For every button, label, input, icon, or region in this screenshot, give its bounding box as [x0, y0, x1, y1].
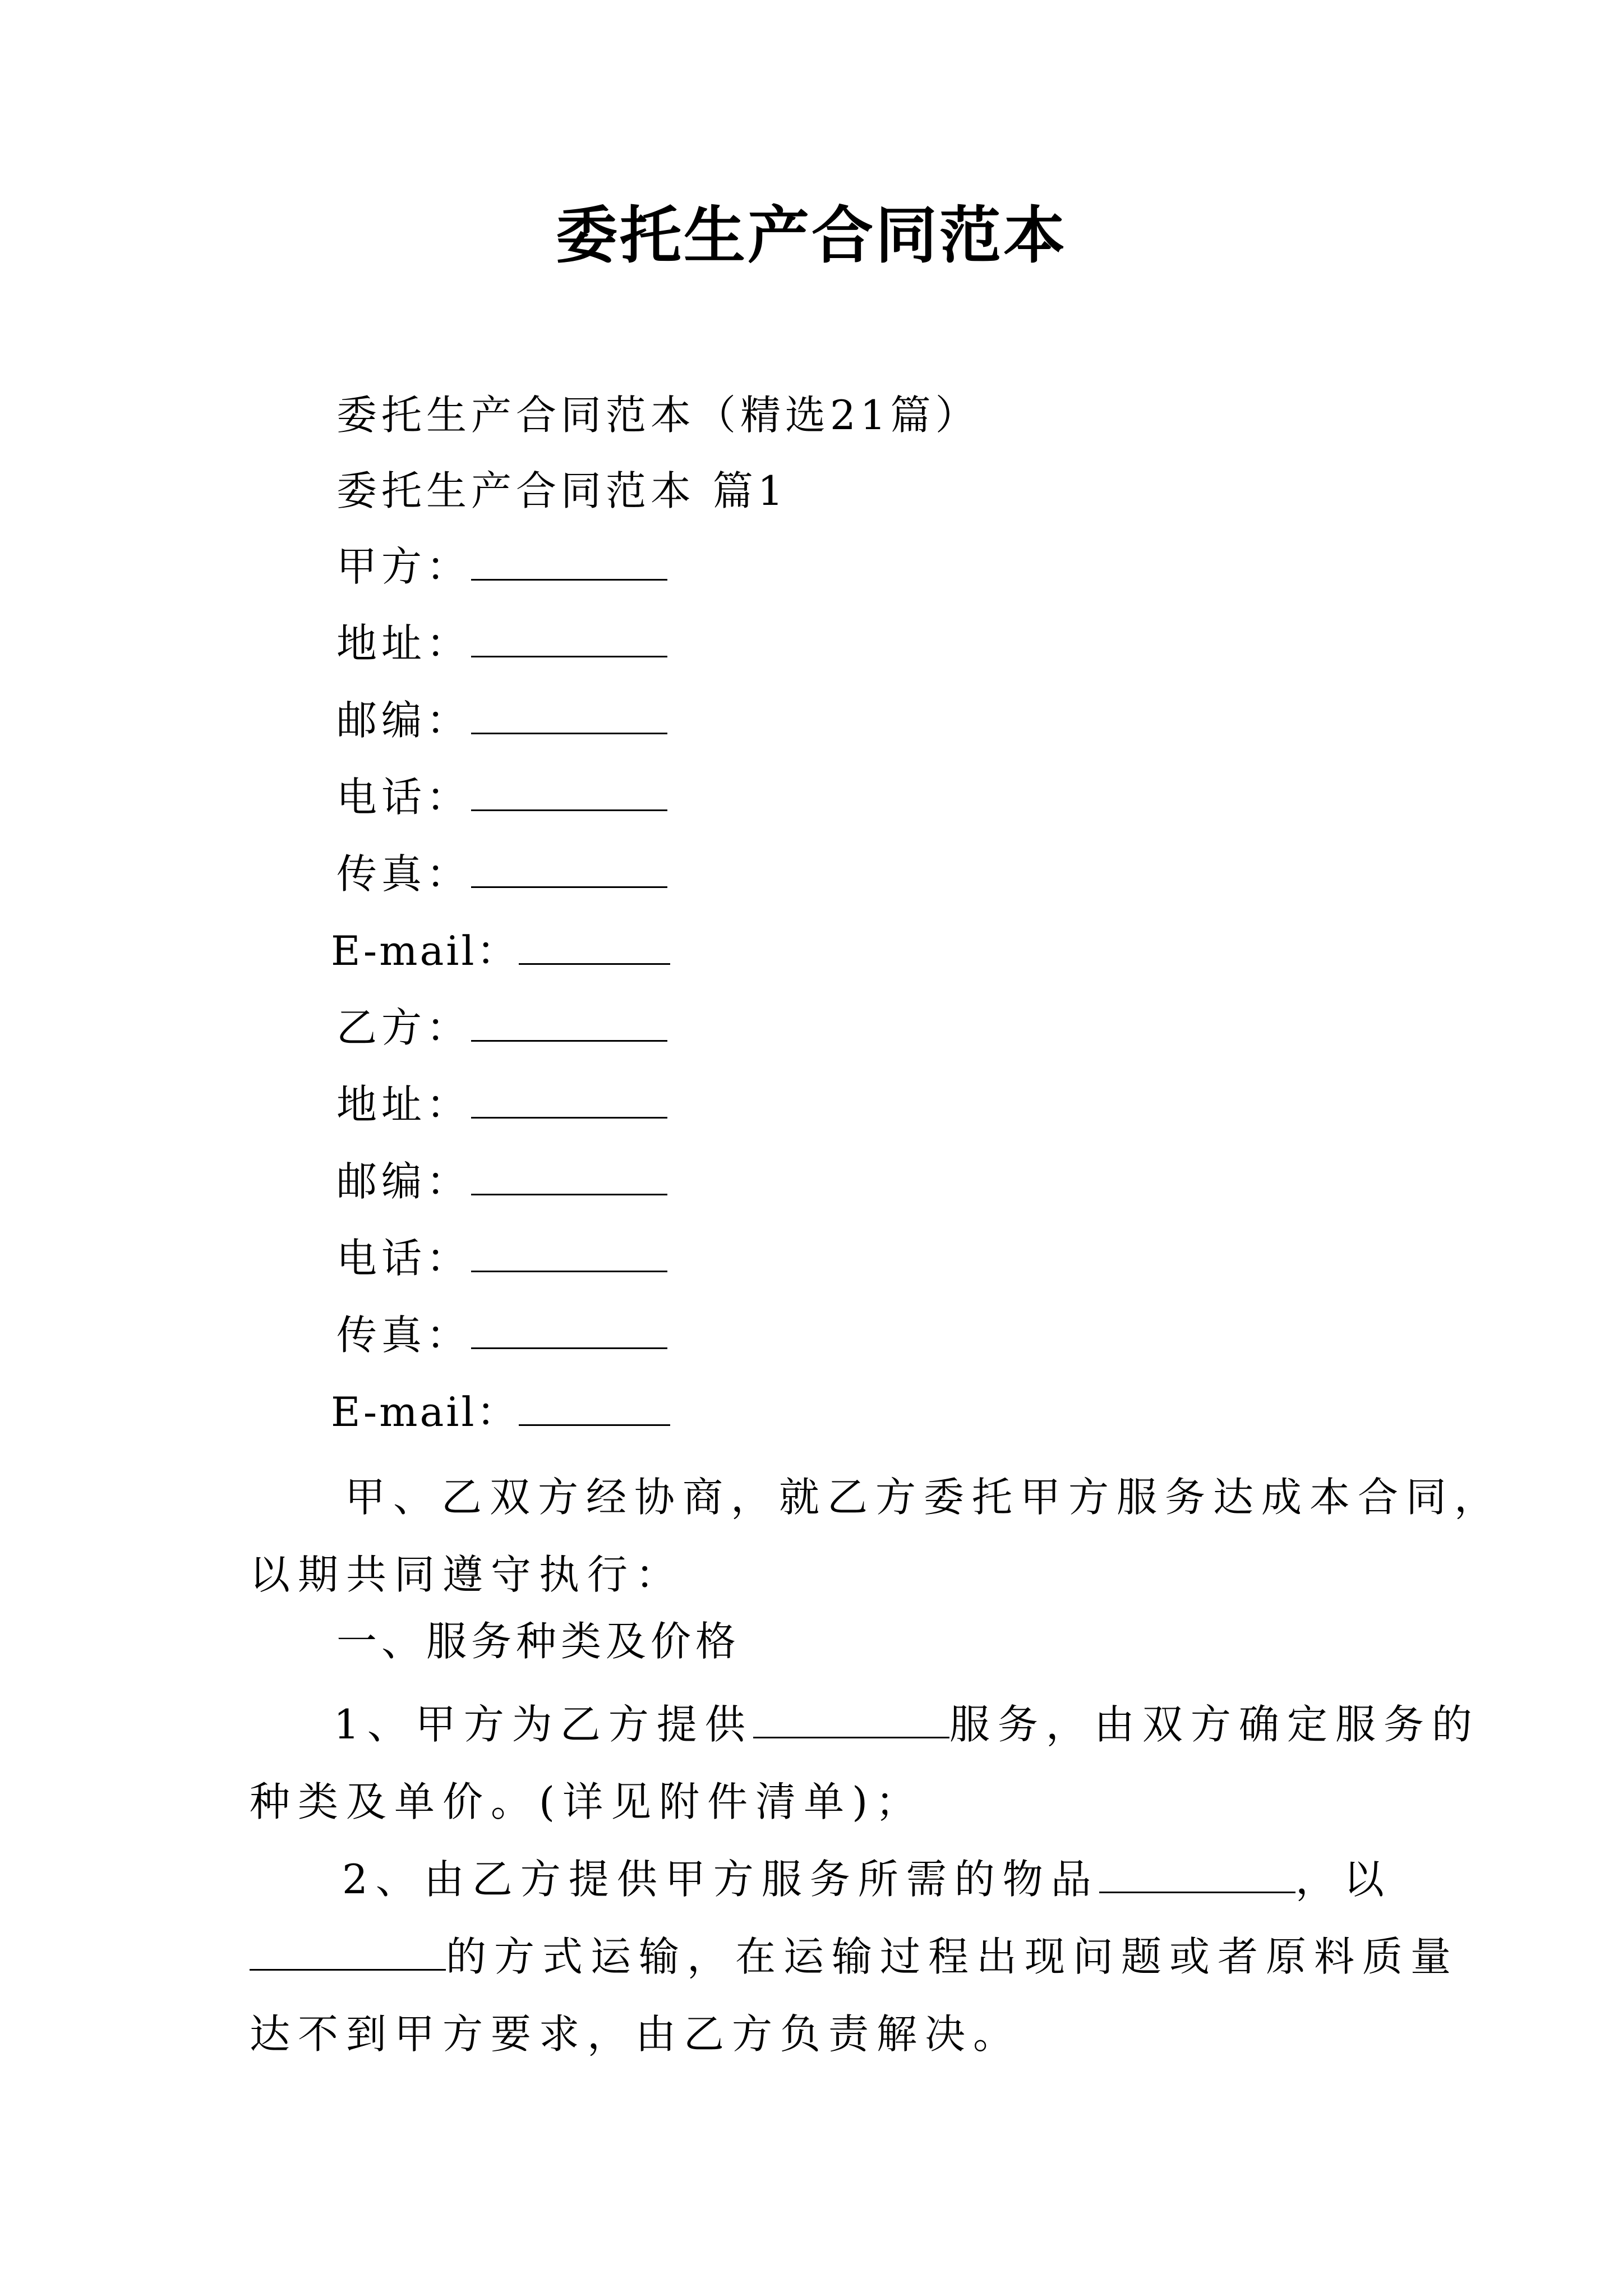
- item-1-blank: [753, 1703, 949, 1738]
- item-2-paragraph: [250, 1841, 1459, 2073]
- party-a-fax-label: 传真：: [336, 850, 472, 898]
- party-a-postcode-blank: [471, 699, 667, 734]
- item-2-text-b: ，以: [1295, 1856, 1392, 1903]
- party-b-address-row: [336, 1076, 667, 1133]
- party-b-address-label: 地址：: [336, 1081, 472, 1128]
- item-1-line-1: [250, 1686, 1480, 1763]
- party-b-name-row: [336, 1000, 667, 1056]
- party-b-name-blank: [471, 1006, 667, 1042]
- item-1-text-b: 服务，由双方确定服务的: [949, 1701, 1480, 1748]
- item-2-line-3: 达不到甲方要求，由乙方负责解决。: [250, 2010, 1022, 2058]
- party-a-postcode-row: [336, 692, 667, 748]
- item-2-line-2: [250, 1918, 1459, 1995]
- party-a-address-blank: [471, 622, 667, 657]
- party-b-address-blank: [471, 1083, 667, 1119]
- party-b-email-row: [331, 1384, 670, 1440]
- party-b-phone-row: [336, 1230, 667, 1286]
- party-b-postcode-blank: [471, 1160, 667, 1195]
- party-a-email-label: E-mail：: [331, 927, 519, 974]
- document-title: 委托生产合同范本: [556, 199, 1067, 272]
- party-b-postcode-row: [336, 1153, 667, 1209]
- party-a-address-row: [336, 615, 667, 671]
- party-a-name-label: 甲方：: [336, 543, 472, 590]
- party-b-fax-blank: [471, 1314, 667, 1349]
- item-1-text-a: 1、甲方为乙方提供: [334, 1701, 753, 1748]
- intro-paragraph: [250, 1458, 1503, 1613]
- party-a-name-row: [336, 539, 667, 595]
- party-a-email-row: [331, 923, 670, 979]
- party-b-phone-label: 电话：: [336, 1235, 472, 1282]
- subtitle: 委托生产合同范本（精选21篇）: [336, 392, 980, 439]
- section-heading: 委托生产合同范本 篇1: [336, 467, 788, 514]
- party-b-email-blank: [519, 1391, 670, 1426]
- party-a-phone-blank: [471, 776, 667, 811]
- item-2-line-1: [250, 1841, 1392, 1918]
- intro-line-1: 甲、乙双方经协商，就乙方委托甲方服务达成本合同，: [345, 1474, 1503, 1521]
- party-a-address-label: 地址：: [336, 620, 472, 667]
- party-a-fax-blank: [471, 853, 667, 888]
- party-a-phone-row: [336, 769, 667, 825]
- party-a-email-blank: [519, 930, 670, 965]
- item-2-text-a: 2、由乙方提供甲方服务所需的物品: [342, 1856, 1099, 1903]
- party-b-fax-label: 传真：: [336, 1312, 472, 1359]
- party-a-fax-row: [336, 846, 667, 902]
- intro-line-2: 以期共同遵守执行：: [250, 1551, 684, 1598]
- item-2-blank-2: [250, 1935, 446, 1971]
- item-2-blank-1: [1099, 1858, 1295, 1893]
- item-1-paragraph: [250, 1686, 1480, 1841]
- party-b-email-label: E-mail：: [331, 1388, 519, 1435]
- party-b-fax-row: [336, 1307, 667, 1363]
- party-a-postcode-label: 邮编：: [336, 697, 472, 744]
- clause-1-heading: 一、服务种类及价格: [336, 1618, 741, 1665]
- item-2-text-c: 的方式运输，在运输过程出现问题或者原料质量: [446, 1933, 1459, 1980]
- party-a-phone-label: 电话：: [336, 774, 472, 821]
- party-b-postcode-label: 邮编：: [336, 1158, 472, 1205]
- item-1-line-2: 种类及单价。(详见附件清单)；: [250, 1778, 924, 1825]
- party-b-name-label: 乙方：: [336, 1004, 472, 1051]
- party-b-phone-blank: [471, 1237, 667, 1272]
- party-a-name-blank: [471, 545, 667, 581]
